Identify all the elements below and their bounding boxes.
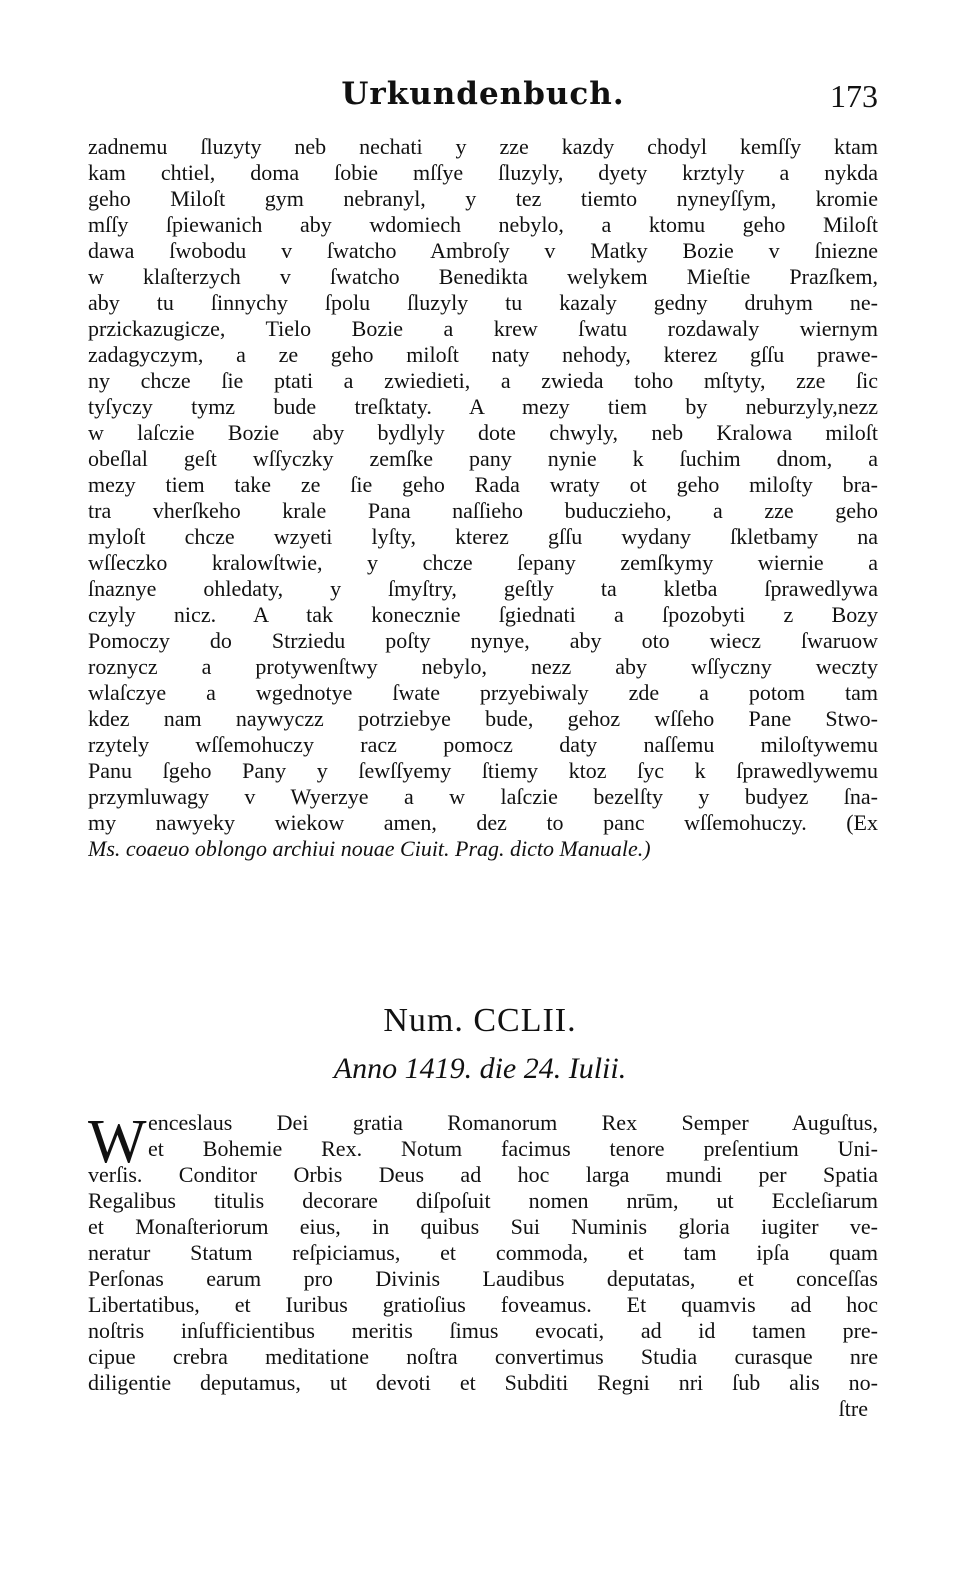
document-date-heading: Anno 1419. die 24. Iulii.	[333, 1052, 627, 1085]
text-line: Panu ſgeho Pany y ſewſſyemy ſtiemy ktoz ſyc k ſprawedlywemu	[88, 758, 878, 783]
text-line: et Monaſteriorum eius, in quibus Sui Numinis gloria iugiter ve-	[88, 1214, 878, 1239]
text-line: my nawyeky wiekow amen, dez to panc wſſemohuczy. (Ex	[88, 810, 878, 835]
text-line: neratur Statum reſpiciamus, et commoda, et tam ipſa quam	[88, 1240, 878, 1265]
text-line: et Bohemie Rex. Notum facimus tenore preſentium Uni-	[148, 1136, 878, 1161]
text-line: kdez nam naywyczz potrziebye bude, gehoz wſſeho Pane Stwo-	[88, 706, 878, 731]
text-line: czyly nicz. A tak konecznie ſgiednati a ſpozobyti z Bozy	[88, 602, 878, 627]
text-line: obeſlal geſt wſſyczky zemſke pany nynie k ſuchim dnom, a	[88, 446, 878, 471]
catchword: ſtre	[838, 1396, 868, 1421]
text-line: Libertatibus, et Iuribus gratioſius foveamus. Et quamvis ad hoc	[88, 1292, 878, 1317]
text-line: noſtris inſufficientibus meritis ſimus evocati, ad id tamen pre-	[88, 1318, 878, 1343]
drop-cap: W	[88, 1108, 147, 1176]
text-line: wſſeczko kralowſtwie, y chcze ſepany zemſkymy wiernie a	[88, 550, 878, 575]
text-line: enceslaus Dei gratia Romanorum Rex Semper Auguſtus,	[148, 1110, 878, 1135]
charter-text	[88, 1110, 878, 1422]
text-line: rzytely wſſemohuczy racz pomocz daty naſſemu miloſtywemu	[88, 732, 878, 757]
text-line: Perſonas earum pro Divinis Laudibus deputatas, et conceſſas	[88, 1266, 878, 1291]
document-number-heading: Num. CCLII.	[383, 1002, 577, 1039]
text-line: w klaſterzych v ſwatcho Benedikta welykem Mieſtie Prazſkem,	[88, 264, 878, 289]
text-line: przymluwagy v Wyerzye a w laſczie bezelſty y budyez ſna-	[88, 784, 878, 809]
text-line: zadagyczym, a ze geho miloſt naty nehody, kterez gſſu prawe-	[88, 342, 878, 367]
text-line: mezy tiem take ze ſie geho Rada wraty ot geho miloſty bra-	[88, 472, 878, 497]
text-line: przickazugicze, Tielo Bozie a krew ſwatu rozdawaly wiernym	[88, 316, 878, 341]
text-line: geho Miloſt gym nebranyl, y tez tiemto nyneyſſym, kromie	[88, 186, 878, 211]
text-line: verſis. Conditor Orbis Deus ad hoc larga mundi per Spatia	[88, 1162, 878, 1187]
text-line: ſnaznye ohledaty, y ſmyſtry, geſtly ta kletba ſprawedlywa	[88, 576, 878, 601]
running-title: Urkundenbuch.	[341, 76, 625, 112]
text-line: ny chcze ſie ptati a zwiedieti, a zwieda toho mſtyty, zze ſic	[88, 368, 878, 393]
text-line: dawa ſwobodu v ſwatcho Ambroſy v Matky Bozie v ſniezne	[88, 238, 878, 263]
source-note: Ms. coaeuo oblongo archiui nouae Ciuit. Prag. dicto Manuale.)	[88, 836, 651, 861]
body-text	[88, 134, 878, 862]
page-number: 173	[830, 78, 878, 114]
text-line: wlaſczye a wgednotye ſwate przyebiwaly zde a potom tam	[88, 680, 878, 705]
text-line: zadnemu ſluzyty neb nechati y zze kazdy chodyl kemſſy ktam	[88, 134, 878, 159]
text-line: diligentie deputamus, ut devoti et Subditi Regni nri ſub alis no-	[88, 1370, 878, 1395]
text-line: myloſt chcze wzyeti lyſty, kterez gſſu wydany ſkletbamy na	[88, 524, 878, 549]
text-line: tyſyczy tymz bude treſktaty. A mezy tiem by neburzyly,nezz	[88, 394, 878, 419]
text-line: mſſy ſpiewanich aby wdomiech nebylo, a ktomu geho Miloſt	[88, 212, 878, 237]
text-line: Pomoczy do Strziedu poſty nynye, aby oto wiecz ſwaruow	[88, 628, 878, 653]
text-line: tra vherſkeho krale Pana naſſieho buduczieho, a zze geho	[88, 498, 878, 523]
text-line: w laſczie Bozie aby bydlyly dote chwyly, neb Kralowa miloſt	[88, 420, 878, 445]
text-line: cipue crebra meditatione noſtra convertimus Studia curasque nre	[88, 1344, 878, 1369]
text-line: aby tu ſinnychy ſpolu ſluzyly tu kazaly gedny druhym ne-	[88, 290, 878, 315]
page-header	[88, 76, 878, 126]
text-line: roznycz a protywenſtwy nebylo, nezz aby wſſyczny weczty	[88, 654, 878, 679]
text-line: Regalibus titulis decorare diſpoſuit nomen nrūm, ut Eccleſiarum	[88, 1188, 878, 1213]
text-line: kam chtiel, doma ſobie mſſye ſluzyly, dyety krztyly a nykda	[88, 160, 878, 185]
